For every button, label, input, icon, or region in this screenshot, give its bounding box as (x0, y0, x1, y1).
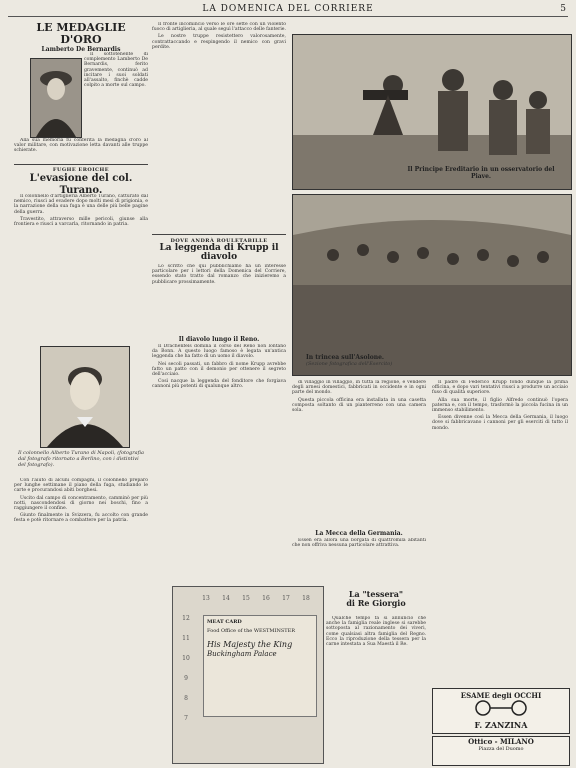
ad-headline: Ottico - MILANO (468, 737, 534, 746)
escape-section (14, 167, 148, 197)
meat-card-address: Buckingham Palace (207, 650, 277, 658)
trench-caption-block (306, 354, 392, 367)
germania-text-col2: Il padre di Federico Krupp fondò dunque la prima officina, e dopo vari tentativi riuscì a produrre un acciaio fuso di qualità superiore. Alla sua morte, il figlio Alfredo continuò l'opera paterna e, con il tempo, trasformò la piccola fucina in un immenso stabilimento. Essen divenne così la Mecca della Germania, il luogo dove si fabbricavano i cannoni per gli eserciti di tutto il mondo. (432, 380, 568, 431)
masthead: LA DOMENICA DEL CORRIERE (202, 4, 374, 14)
masthead-rule (8, 16, 568, 17)
escape-headline: L'evasione del col. Turano. (29, 173, 133, 196)
ad-sub: Piazza del Duomo (478, 746, 524, 752)
krupp-headline: La leggenda di Krupp il diavolo (159, 243, 279, 262)
krupp-article-text: Il Drachenfels domina il corso del Reno non lontano da Bonn. A questo luogo famoso è legata un'antica leggenda che ha fatto di un uomo il diavolo. Nei secoli passati, un fabbro di nome Krupp avrebbe fatto un patto con il demonio per ottenere il segreto dell'acciaio. Così nacque la leggenda del fonditore che forgiava cannoni più potenti di qualunque altro. (152, 344, 286, 390)
tessera-text: Qualche tempo fa si annunciò che anche la famiglia reale inglese si sarebbe sottoposta al razionamento dei viveri, come qualsiasi altra famiglia del Regno. Ecco la riproduzione della tessera per la carne intestata a Sua Maestà il Re. (326, 616, 426, 648)
medal-portrait-photo (30, 58, 82, 138)
advertisement-eye (432, 688, 570, 734)
escape-article-text: Il colonnello d'artiglieria Alberto Turano, catturato dal nemico, riuscì ad evadere dopo molti mesi di prigionia, e la narrazione della sua fuga è una delle più belle pagine della guerra. Travestito, attraverso mille pericoli, giunse alla frontiera e riuscì a varcarla, ritornando in patria. (14, 194, 148, 228)
eyeglasses-icon (461, 700, 541, 716)
krupp-section (152, 238, 286, 262)
medal-section (14, 22, 148, 53)
page-number: 5 (560, 4, 566, 14)
ad-eye-headline: ESAME degli OCCHI (460, 691, 542, 700)
escape-kicker: FUGHE EROICHE (52, 167, 110, 173)
ad-brand: F. ZANZINA (474, 720, 528, 730)
middle-top-text: Il fronte incominciò verso le ore sette con un violento fuoco di artiglieria, al quale seguì l'attacco delle fanterie. Le nostre truppe resistettero valorosamente, contrattaccando e respingendo il nemico con gravi perdite. (152, 22, 286, 50)
krupp-intro-text: Lo scritto che qui pubblichiamo ha un interesse particolare per i lettori della Domenica del Corriere, essendo stato tratto dal romanzo che inizieremo a pubblicare prossimamente. (152, 264, 286, 285)
trench-caption: In trincea sull'Asolone. (306, 354, 384, 361)
trench-soldiers-icon (293, 195, 571, 375)
germania-text-col1-cont: Essen era allora una borgata di quattromila abitanti che non offriva nessuna particolare attrattiva. (292, 538, 426, 549)
trench-credit: (Sezione fotografica dell'Esercito) (306, 361, 393, 367)
medal-article-text-bottom: Alla sua memoria fu conferita la medaglia d'oro al valor militare, con motivazione letta davanti alle truppe schierate. (14, 138, 148, 154)
krupp-kicker: DOVE ANDRÀ ROULETABILLE (170, 238, 268, 244)
germania-text-col1: di villaggio in villaggio, in tutta la regione, e vendere degli arnesi domestici, fabbricati in occidente e in ogni parte del mondo. Questa piccola officina era installata in una casetta composta soltanto di un pianterreno con una camera sola. (292, 380, 426, 414)
turano-portrait-photo (40, 346, 130, 448)
meat-card-title: MEAT CARD (207, 619, 242, 625)
medal-headline: LE MEDAGLIE D'ORO (36, 21, 126, 46)
trench-photo (292, 194, 572, 376)
turano-caption: Il colonnello Alberto Turano di Napoli, (fotografia dal fotografo ritornato a Berlino, con i distintivi del fotografo). (18, 450, 144, 468)
meat-card-image: 13 14 15 16 17 18 12 11 10 9 8 7 MEAT CARD Food Office of the WESTMINSTER His Majesty the King Buckingham Palace (172, 586, 324, 764)
meat-card-office: Food Office of the WESTMINSTER (207, 628, 296, 634)
krupp-subhead-rhine: Il diavolo lungo il Reno. (178, 336, 260, 343)
portrait-officer-icon (41, 347, 129, 447)
escape-article-continued: Con l'aiuto di alcuni compagni, il colonnello preparò per lunghe settimane il piano della fuga, studiando le carte e procurandosi abiti borghesi. Uscito dal campo di concentramento, camminò per più notti, nascondendosi di giorno nei boschi, fino a raggiungere il confine. Giunto finalmente in Svizzera, fu accolto con grande festa e potè ritornare a combattere per la patria. (14, 478, 148, 524)
germania-subhead: La Mecca della Germania. (315, 530, 403, 537)
crown-prince-caption: Il Principe Ereditario in un osservatorio del Piave. (407, 166, 555, 180)
tessera-section (326, 590, 426, 608)
meat-card-holder: His Majesty the King (207, 640, 293, 649)
tessera-headline-2: di Re Giorgio (346, 598, 406, 608)
portrait-woman-icon (31, 59, 81, 137)
tessera-headline: La "tessera" (348, 589, 404, 599)
medal-article-text-right: Il sottotenente di complemento Lamberto De Bernardis, ferito gravemente, continuò ad incitare i suoi soldati all'assalto, finchè cadde colpito a morte sul campo. (84, 52, 148, 89)
advertisement (432, 736, 570, 766)
medal-byline: Lamberto De Bernardis (41, 46, 121, 53)
